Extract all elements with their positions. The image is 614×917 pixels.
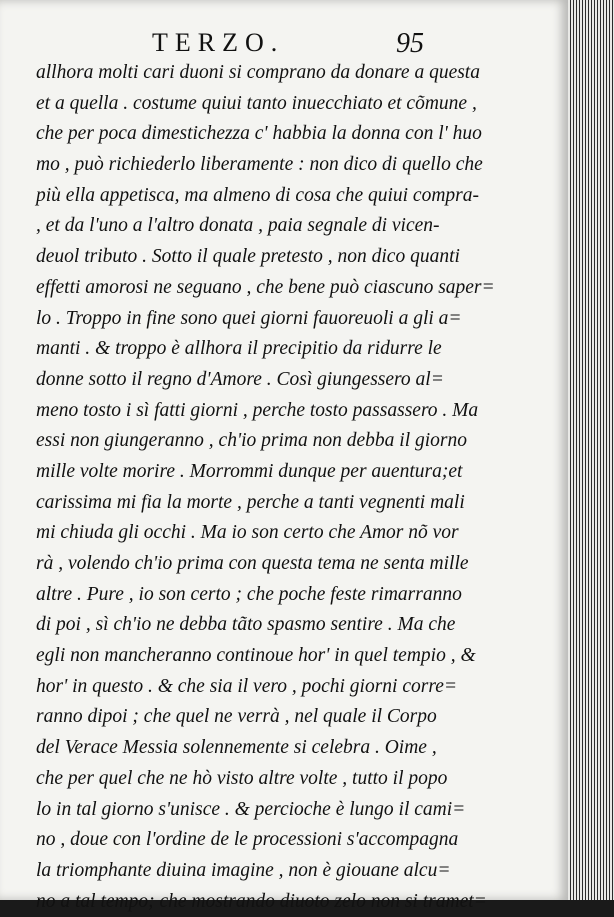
- text-line: donne sotto il regno d'Amore . Così giungessero al=: [36, 368, 444, 390]
- text-line: meno tosto i sì fatti giorni , perche tosto passassero . Ma: [36, 399, 479, 421]
- text-line: manti . & troppo è allhora il precipitio da ridurre le: [36, 338, 442, 360]
- text-line: , et da l'uno a l'altro donata , paia segnale di vicen-: [36, 215, 440, 237]
- text-line: no , doue con l'ordine de le processioni s'accompagna: [36, 829, 459, 851]
- text-line: la triomphante diuina imagine , non è giouane alcu=: [36, 859, 451, 881]
- text-line: del Verace Messia solennemente si celebra . Oime ,: [36, 737, 437, 759]
- text-line: effetti amorosi ne seguano , che bene può ciascuno saper=: [36, 276, 495, 298]
- text-line: allhora molti cari duoni si comprano da donare a questa: [36, 62, 480, 83]
- text-line: hor' in questo . & che sia il vero , pochi giorni corre=: [36, 675, 458, 697]
- text-line: et a quella . costume quiui tanto inuecchiato et cõmune ,: [36, 92, 477, 114]
- page-edges: [568, 0, 614, 900]
- page-number: 95: [396, 28, 424, 59]
- text-line: mille volte morire . Morrommi dunque per auentura;et: [36, 460, 463, 482]
- text-line: rà , volendo ch'io prima con questa tema ne senta mille: [36, 553, 469, 574]
- text-line: deuol tributo . Sotto il quale pretesto , non dico quanti: [36, 246, 460, 268]
- text-line: lo in tal giorno s'unisce . & percioche è lungo il cami=: [36, 798, 466, 820]
- running-head-title: TERZO.: [152, 28, 285, 57]
- text-line: altre . Pure , io son certo ; che poche feste rimarranno: [36, 583, 462, 605]
- text-line: più ella appetisca, ma almeno di cosa che quiui compra-: [36, 184, 480, 206]
- text-line: che per quel che ne hò visto altre volte , tutto il popo: [36, 767, 448, 789]
- text-line: mo , può richiederlo liberamente : non dico di quello che: [36, 154, 483, 176]
- text-line: egli non mancheranno continoue hor' in quel tempio , &: [36, 645, 476, 667]
- body-text: [36, 58, 495, 917]
- text-line: carissima mi fia la morte , perche a tanti vegnenti mali: [36, 491, 465, 513]
- text-line: mi chiuda gli occhi . Ma io son certo che Amor nõ vor: [36, 522, 459, 544]
- text-line: lo . Troppo in fine sono quei giorni fauoreuoli a gli a=: [36, 307, 462, 329]
- text-line: di poi , sì ch'io ne debba tãto spasmo sentire . Ma che: [36, 614, 456, 636]
- text-line: ranno dipoi ; che quel ne verrà , nel quale il Corpo: [36, 706, 437, 728]
- text-line: essi non giungeranno , ch'io prima non debba il giorno: [36, 430, 467, 452]
- text-line: no a tal tempo; che mostrando diuoto zelo non si tramet=: [36, 890, 487, 912]
- text-line: che per poca dimestichezza c' habbia la donna con l' huo: [36, 123, 482, 145]
